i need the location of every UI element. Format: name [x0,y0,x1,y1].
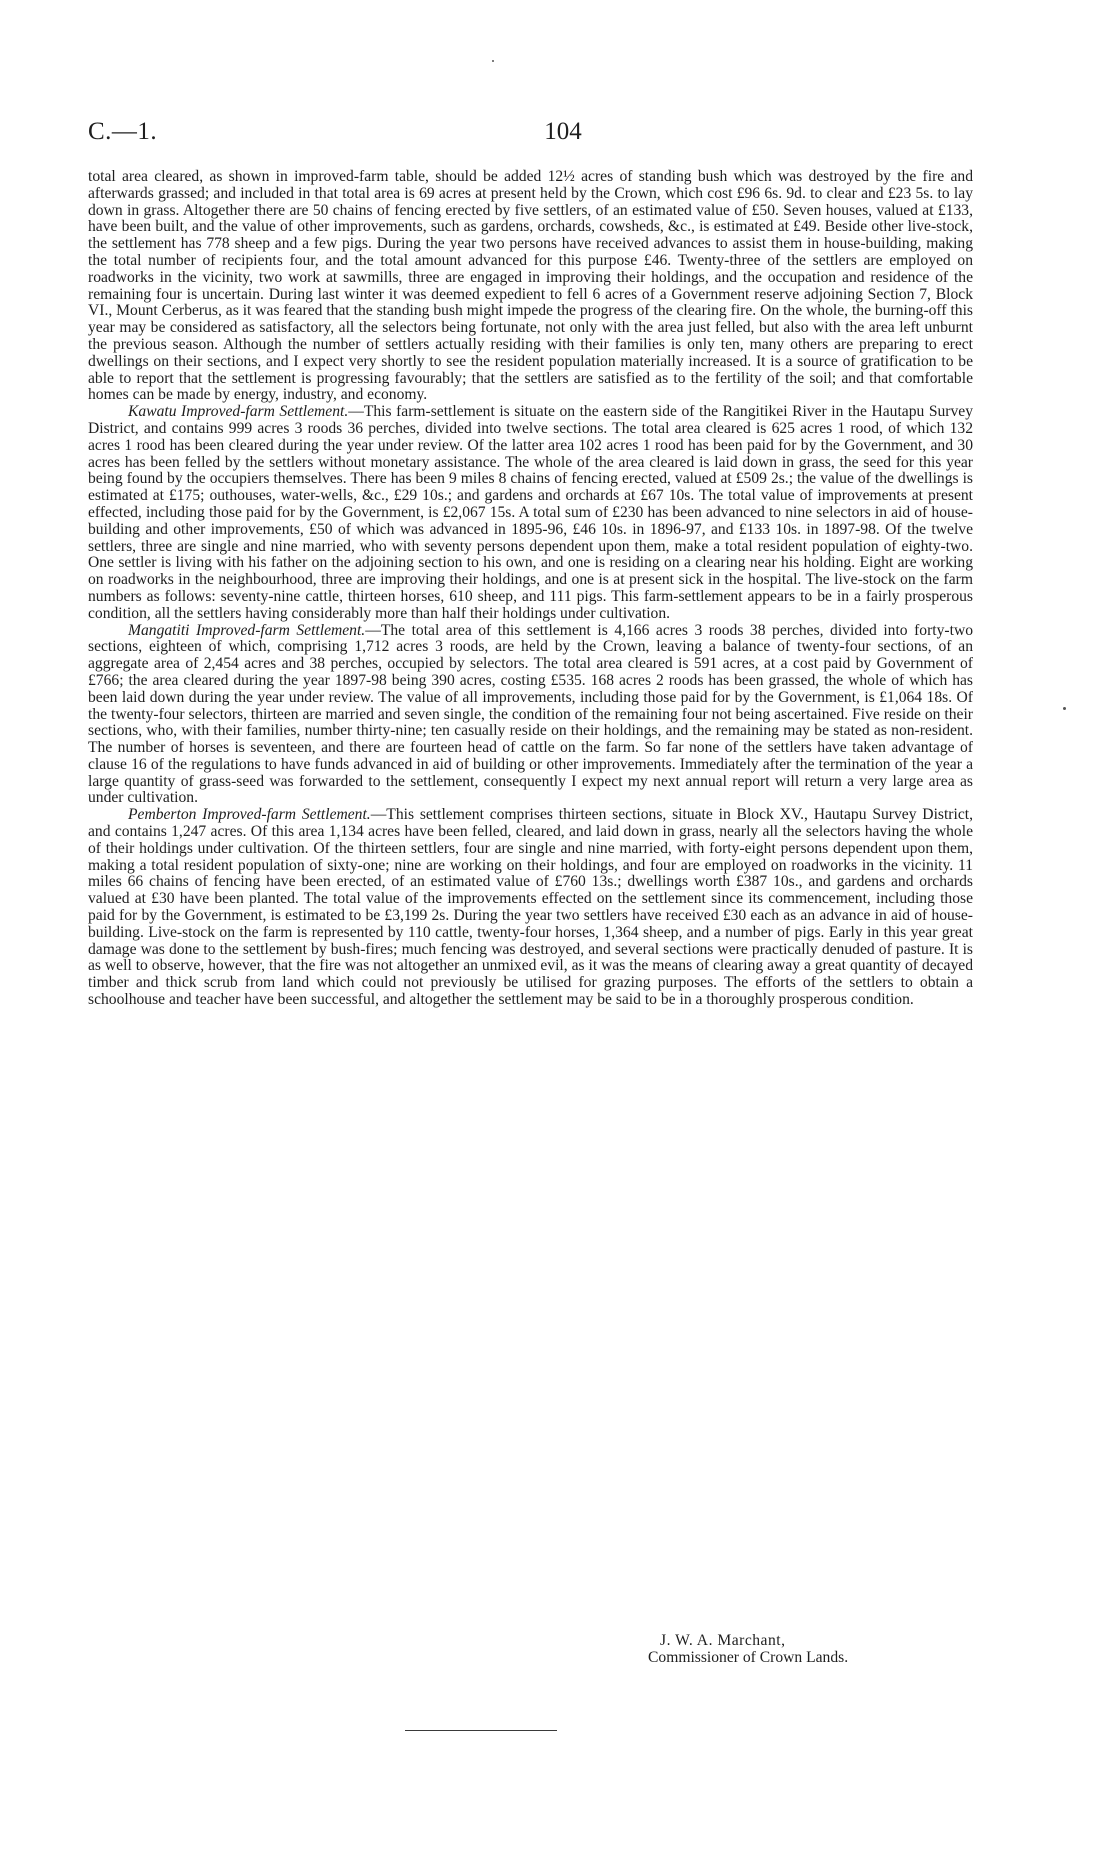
paragraph-text: —The total area of this settlement is 4,166 acres 3 roods 38 perches, divided into forty-two sections, eighteen of which, comprising 1,712 acres 3 roods, are held by the Crown, leaving a balance of twenty-four sections, of an aggregate area of 2,454 acres and 38 perches, occupied by selectors. The total area cleared is 591 acres, at a cost paid by Government of £766; the area cleared during the year 1897-98 being 390 acres, costing £535. 168 acres 2 roods has been grassed, the whole of which has been laid down during the year under review. The value of all improvements, including those paid for by the Government, is £1,064 18s. Of the twenty-four selectors, thirteen are married and seven single, the condition of the remaining four not being ascertained. Five reside on their sections, who, with their families, number thirty-nine; ten casually reside on their holdings, and the remaining may be stated as non-resident. The number of horses is seventeen, and there are fourteen head of cattle on the farm. So far none of the settlers have taken advantage of clause 16 of the regulations to have funds advanced in aid of building or other improvements. Immediately after the termination of the year a large quantity of grass-seed was forwarded to the settlement, consequently I expect my next annual report will return a very large area as under cultivation. [88,621,974,807]
paragraph-mangatiti [88,623,973,808]
paragraph-text: —This settlement comprises thirteen sections, situate in Block XV., Hautapu Survey District, and contains 1,247 acres. Of this area 1,134 acres have been felled, cleared, and laid down in grass, nearly all the selectors having the whole of their holdings under cultivation. Of the thirteen settlers, four are single and nine married, with forty-eight persons dependent upon them, making a total resident population of sixty-one; nine are working on their holdings, and four are employed on roadworks in the vicinity. 11 miles 66 chains of fencing have been erected, of an estimated value of £760 13s.; dwellings worth £387 10s., and gardens and orchards valued at £30 have been planted. The total value of the improvements effected on the settlement since its commencement, including those paid for by the Government, is estimated to be £3,199 2s. During the year two settlers have received £30 each as an advance in aid of house-building. Live-stock on the farm is represented by 110 cattle, twenty-four horses, 1,364 sheep, and a number of pigs. Early in this year great damage was done to the settlement by bush-fires; much fencing was destroyed, and several sections were practically denuded of pasture. It is as well to observe, however, that the fire was not altogether an unmixed evil, as it was the means of clearing away a great quantity of decayed timber and thick scrub from land which could not previously be utilised for grazing purposes. The efforts of the settlers to obtain a schoolhouse and teacher have been successful, and altogether the settlement may be said to be in a thoroughly prosperous condition. [88,806,973,1009]
paragraph-text: total area cleared, as shown in improved-farm table, should be added 12½ acres of standing bush which was destroyed by the fire and afterwards grassed; and included in that total area is 69 acres at present held by the Crown, which cost £96 6s. 9d. to clear and £23 5s. to lay down in grass. Altogether there are 50 chains of fencing erected by five settlers, of an estimated value of £50. Seven houses, valued at £133, have been built, and the value of other improvements, such as gardens, orchards, cowsheds, &c., is estimated at £49. Beside other live-stock, the settlement has 778 sheep and a few pigs. During the year two persons have received advances to assist them in house-building, making the total number of recipients four, and the total amount advanced for this purpose £46. Twenty-three of the settlers are employed on roadworks in the vicinity, two work at sawmills, three are engaged in improving their holdings, and the occupation and residence of the remaining four is uncertain. During last winter it was deemed expedient to fell 6 acres of a Government reserve adjoining Section 7, Block VI., Mount Cerberus, as it was feared that the standing bush might impede the progress of the clearing fire. On the whole, the burning-off this year may be considered as satisfactory, all the selectors being fortunate, not only with the area just felled, but also with the area left unburnt the previous season. Although the number of settlers actually residing with their families is only ten, many others are preparing to erect dwellings on their sections, and I expect very shortly to see the resident population materially increased. It is a source of gratification to be able to report that the settlement is progressing favourably; that the settlers are satisfied as to the fertility of the soil; and that comfortable homes can be made by energy, industry, and economy. [88,168,973,404]
document-reference: C.—1. [88,118,158,145]
scan-speck [492,60,494,62]
signatory-name: J. W. A. Marchant, [660,1632,786,1649]
scan-speck [1063,707,1066,710]
paragraph-pemberton [88,807,973,1009]
paragraph-text: —This farm-settlement is situate on the eastern side of the Rangitikei River in the Hautapu Survey District, and contains 999 acres 3 roods 36 perches, divided into twelve sections. The total area cleared is 625 acres 1 rood, of which 132 acres 1 rood has been cleared during the year under review. Of the latter area 102 acres 1 rood has been paid for by the Government, and 30 acres has been felled by the settlers without monetary assistance. The whole of the area cleared is laid down in grass, the seed for this year being found by the occupiers themselves. There has been 9 miles 8 chains of fencing erected, valued at £509 2s.; the value of the dwellings is estimated at £175; outhouses, water-wells, &c., £29 10s.; and gardens and orchards at £67 10s. The total value of improvements at present effected, including those paid for by the Government, is £2,067 15s. A total sum of £230 has been advanced to nine selectors in aid of house-building and other improvements, £50 of which was advanced in 1895-96, £46 10s. in 1896-97, and £133 10s. in 1897-98. Of the twelve settlers, three are single and nine married, who with seventy persons dependent upon them, make a total resident population of eighty-two. One settler is living with his father on the adjoining section to his own, and one is residing on a clearing near his holding. Eight are working on roadworks in the neighbourhood, three are improving their holdings, and one is at present sick in the hospital. The live-stock on the farm numbers as follows: seventy-nine cattle, thirteen horses, 610 sheep, and 111 pigs. This farm-settlement appears to be in a fairly prosperous condition, all the settlers having considerably more than half their holdings under cultivation. [88,403,973,622]
signatory-title: Commissioner of Crown Lands. [648,1649,849,1666]
section-heading-pemberton: Pemberton Improved-farm Settlement. [128,806,371,824]
report-body [88,169,973,1009]
section-heading-mangatiti: Mangatiti Improved-farm Settlement. [128,621,366,639]
closing-rule [405,1730,557,1731]
page-number: 104 [544,118,582,145]
paragraph-continuation [88,169,973,404]
paragraph-kawatu [88,404,973,622]
signature-block [648,1632,978,1666]
page-header [88,118,1018,154]
section-heading-kawatu: Kawatu Improved-farm Settlement. [128,403,349,421]
